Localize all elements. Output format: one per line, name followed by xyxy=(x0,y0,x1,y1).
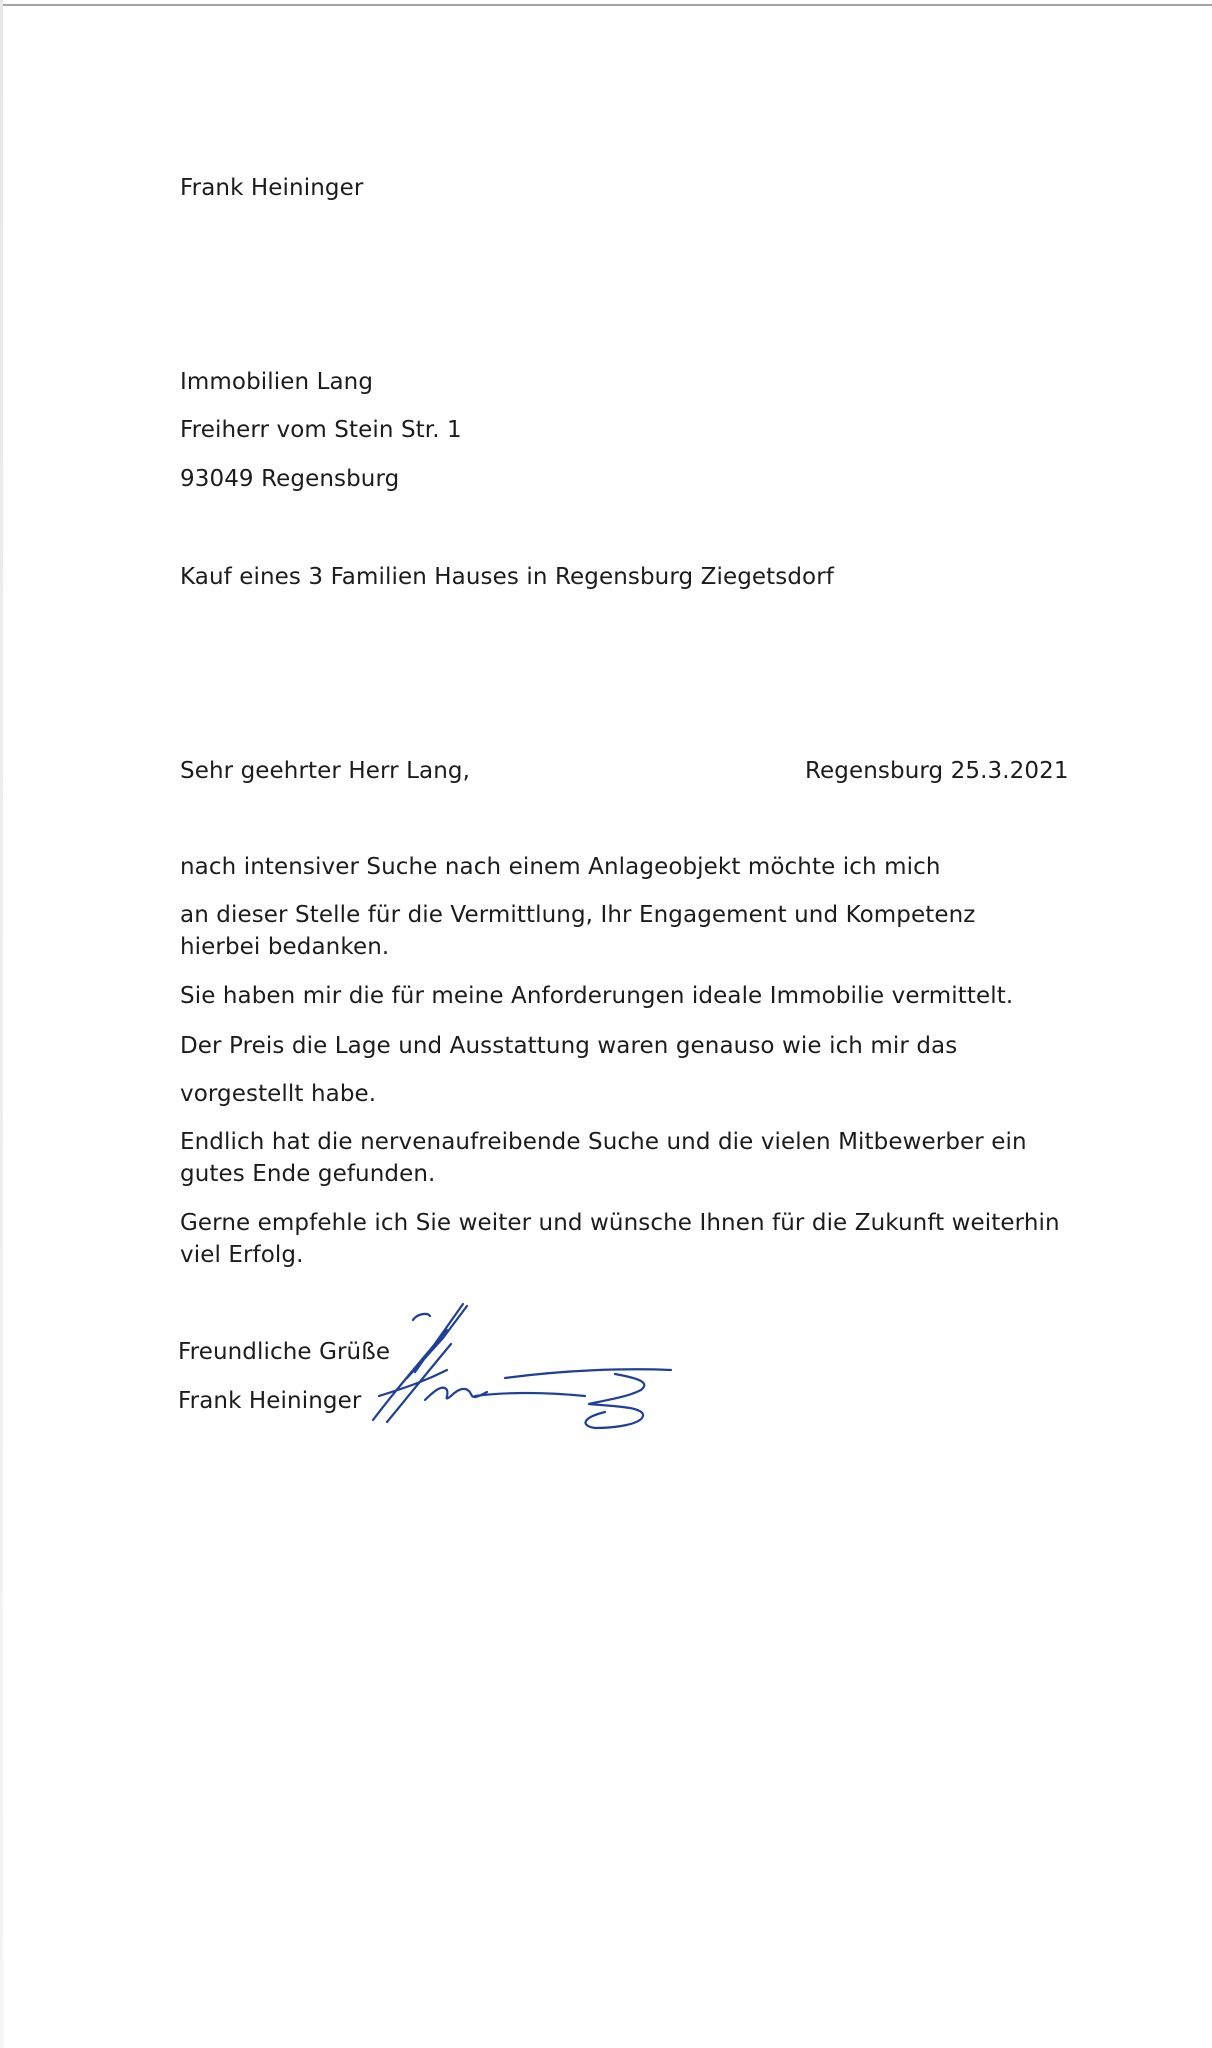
place-date: Regensburg 25.3.2021 xyxy=(805,758,1069,784)
salutation: Sehr geehrter Herr Lang, xyxy=(180,758,471,784)
closing-greeting: Freundliche Grüße xyxy=(178,1339,391,1365)
body-paragraph-1: nach intensiver Suche nach einem Anlageobjekt möchte ich mich xyxy=(180,854,941,880)
body-paragraph-4: Der Preis die Lage und Ausstattung waren genauso wie ich mir das xyxy=(180,1033,958,1059)
body-paragraph-7: Gerne empfehle ich Sie weiter und wünsche Ihnen für die Zukunft weiterhin viel Erfolg. xyxy=(180,1210,1060,1268)
recipient-company: Immobilien Lang xyxy=(180,369,374,395)
scan-edge-left xyxy=(0,0,3,2048)
closing-name: Frank Heininger xyxy=(178,1388,362,1414)
subject-line: Kauf eines 3 Familien Hauses in Regensburg Ziegetsdorf xyxy=(180,564,834,590)
body-paragraph-6: Endlich hat die nervenaufreibende Suche und die vielen Mitbewerber ein gutes Ende gefunden. xyxy=(180,1129,1027,1187)
scan-edge-top xyxy=(0,4,1212,6)
recipient-street: Freiherr vom Stein Str. 1 xyxy=(180,417,462,443)
sender-name: Frank Heininger xyxy=(180,175,364,201)
body-paragraph-3: Sie haben mir die für meine Anforderungen ideale Immobilie vermittelt. xyxy=(180,983,1014,1009)
recipient-city: 93049 Regensburg xyxy=(180,466,400,492)
body-paragraph-2: an dieser Stelle für die Vermittlung, Ihr Engagement und Kompetenz hierbei bedanken. xyxy=(180,902,976,960)
signature-image xyxy=(355,1300,685,1435)
body-paragraph-5: vorgestellt habe. xyxy=(180,1081,377,1107)
